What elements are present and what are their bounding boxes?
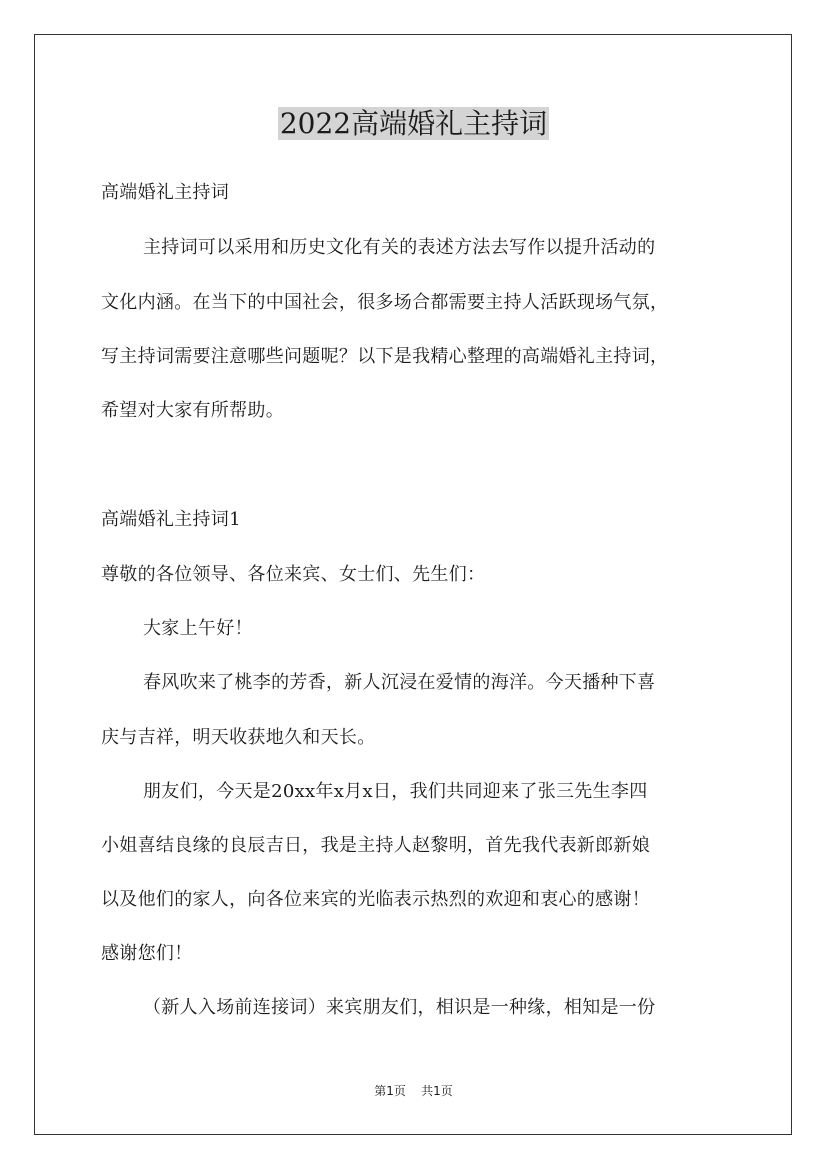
paragraph-line: 庆与吉祥，明天收获地久和天长。 — [101, 727, 376, 748]
page-total: 共1页 — [421, 1084, 453, 1098]
paragraph-line: 写主持词需要注意哪些问题呢？以下是我精心整理的高端婚礼主持词， — [101, 346, 669, 367]
title-highlight: 2022高端婚礼主持词 — [279, 107, 548, 140]
paragraph-line: 感谢您们！ — [101, 943, 193, 964]
paragraph-line: 希望对大家有所帮助。 — [101, 400, 284, 421]
paragraph-line: （新人入场前连接词）来宾朋友们，相识是一种缘，相知是一份 — [143, 997, 656, 1018]
paragraph-line: 大家上午好！ — [143, 618, 253, 639]
paragraph-line: 以及他们的家人，向各位来宾的光临表示热烈的欢迎和衷心的感谢！ — [101, 889, 650, 910]
paragraph-line: 春风吹来了桃李的芳香，新人沉浸在爱情的海洋。今天播种下喜 — [143, 672, 656, 693]
section-heading: 高端婚礼主持词 — [101, 182, 230, 203]
paragraph-line: 小姐喜结良缘的良辰吉日，我是主持人赵黎明，首先我代表新郎新娘 — [101, 835, 650, 856]
page-footer — [0, 1082, 827, 1100]
document-title — [0, 104, 827, 144]
paragraph-line: 主持词可以采用和历史文化有关的表述方法去写作以提升活动的 — [143, 237, 656, 258]
page-number: 第1页 — [374, 1084, 406, 1098]
paragraph-line: 朋友们，今天是20xx年x月x日，我们共同迎来了张三先生李四 — [143, 781, 648, 802]
section-heading: 高端婚礼主持词1 — [101, 509, 241, 530]
paragraph-line: 尊敬的各位领导、各位来宾、女士们、先生们： — [101, 564, 486, 585]
paragraph-line: 文化内涵。在当下的中国社会，很多场合都需要主持人活跃现场气氛， — [101, 292, 669, 313]
